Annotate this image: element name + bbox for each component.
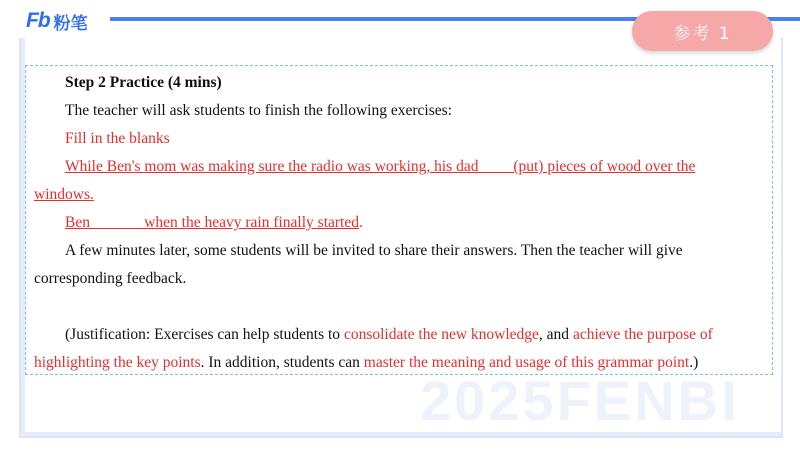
justification-line-1 bbox=[65, 325, 713, 345]
exercise-1-line-1: While Ben's mom was making sure the radio was working, his dad ____(put) pieces of wood over the bbox=[65, 158, 696, 175]
exercise-1-line-2: windows. bbox=[34, 186, 94, 203]
intro-text: The teacher will ask students to finish the following exercises: bbox=[65, 102, 452, 119]
exercise-2 bbox=[65, 213, 363, 233]
exercise-2-text: Ben ______ when the heavy rain finally started bbox=[65, 214, 359, 231]
justification-line-2 bbox=[34, 353, 698, 373]
logo-mark: Fb bbox=[26, 9, 50, 32]
share-line-2: corresponding feedback. bbox=[34, 270, 187, 287]
exercise-2-period: . bbox=[359, 214, 363, 231]
justification-part-g: master the meaning and usage of this grammar point bbox=[363, 354, 690, 371]
fenbi-logo bbox=[26, 8, 88, 34]
justification-part-d: achieve the purpose of bbox=[572, 326, 713, 343]
logo-text: 粉笔 bbox=[53, 13, 88, 34]
justification-part-b: consolidate the new knowledge bbox=[343, 326, 539, 343]
share-line-1: A few minutes later, some students will be invited to share their answers. Then the teacher will give bbox=[65, 242, 683, 259]
step-title: Step 2 Practice (4 mins) bbox=[65, 74, 222, 91]
justification-part-f: . In addition, students can bbox=[200, 354, 364, 371]
watermark: 2025FENBI bbox=[420, 369, 740, 432]
justification-part-e: highlighting the key points bbox=[34, 354, 201, 371]
justification-part-h: .) bbox=[689, 354, 699, 371]
reference-badge: 参考 1 bbox=[632, 11, 773, 51]
fill-heading: Fill in the blanks bbox=[65, 130, 170, 147]
justification-part-a: (Justification: Exercises can help students to bbox=[65, 326, 344, 343]
justification-part-c: , and bbox=[538, 326, 573, 343]
